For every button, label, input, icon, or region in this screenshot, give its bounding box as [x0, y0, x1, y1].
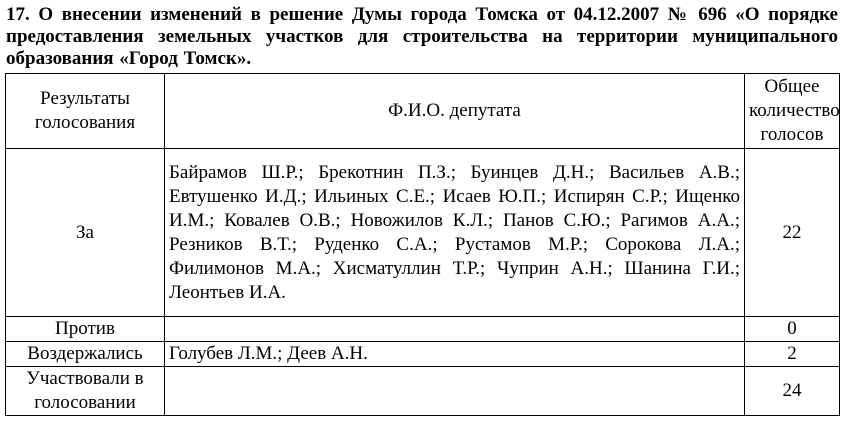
result-cell: Против: [6, 317, 165, 342]
result-cell: Воздержались: [6, 342, 165, 367]
deputies-cell: Голубев Л.М.; Деев А.Н.: [165, 342, 745, 367]
item-heading: 17. О внесении изменений в решение Думы города Томска от 04.12.2007 № 696 «О порядке предоставления земельных участков для строительства на территории муниципального образования «Город Томск».: [6, 4, 838, 69]
deputies-cell: [165, 317, 745, 342]
result-cell: За: [6, 149, 165, 317]
voting-results-table: [5, 73, 840, 416]
table-header-row: [6, 74, 840, 149]
count-cell: 22: [745, 149, 840, 317]
table-row-participated: [6, 367, 840, 416]
deputies-cell: [165, 367, 745, 416]
table-row-against: [6, 317, 840, 342]
header-deputy-names: Ф.И.О. депутата: [165, 74, 745, 149]
result-cell: Участвовали в голосовании: [6, 367, 165, 416]
table-row-abstained: [6, 342, 840, 367]
header-total-votes: Общее количество голосов: [745, 74, 840, 149]
count-cell: 24: [745, 367, 840, 416]
deputies-cell: Байрамов Ш.Р.; Брекотнин П.З.; Буинцев Д.Н.; Васильев А.В.; Евтушенко И.Д.; Ильиных С.Е.; Исаев Ю.П.; Испирян С.Р.; Ищенко И.М.; Ковалев О.В.; Новожилов К.Л.; Панов С.Ю.; Рагимов А.А.; Резников В.Т.; Руденко С.А.; Рустамов М.Р.; Сорокова Л.А.; Филимонов М.А.; Хисматуллин Т.Р.; Чуприн А.Н.; Шанина Г.И.; Леонтьев И.А.: [165, 149, 745, 317]
count-cell: 0: [745, 317, 840, 342]
table-row-for: [6, 149, 840, 317]
header-voting-results: Результаты голосования: [6, 74, 165, 149]
count-cell: 2: [745, 342, 840, 367]
